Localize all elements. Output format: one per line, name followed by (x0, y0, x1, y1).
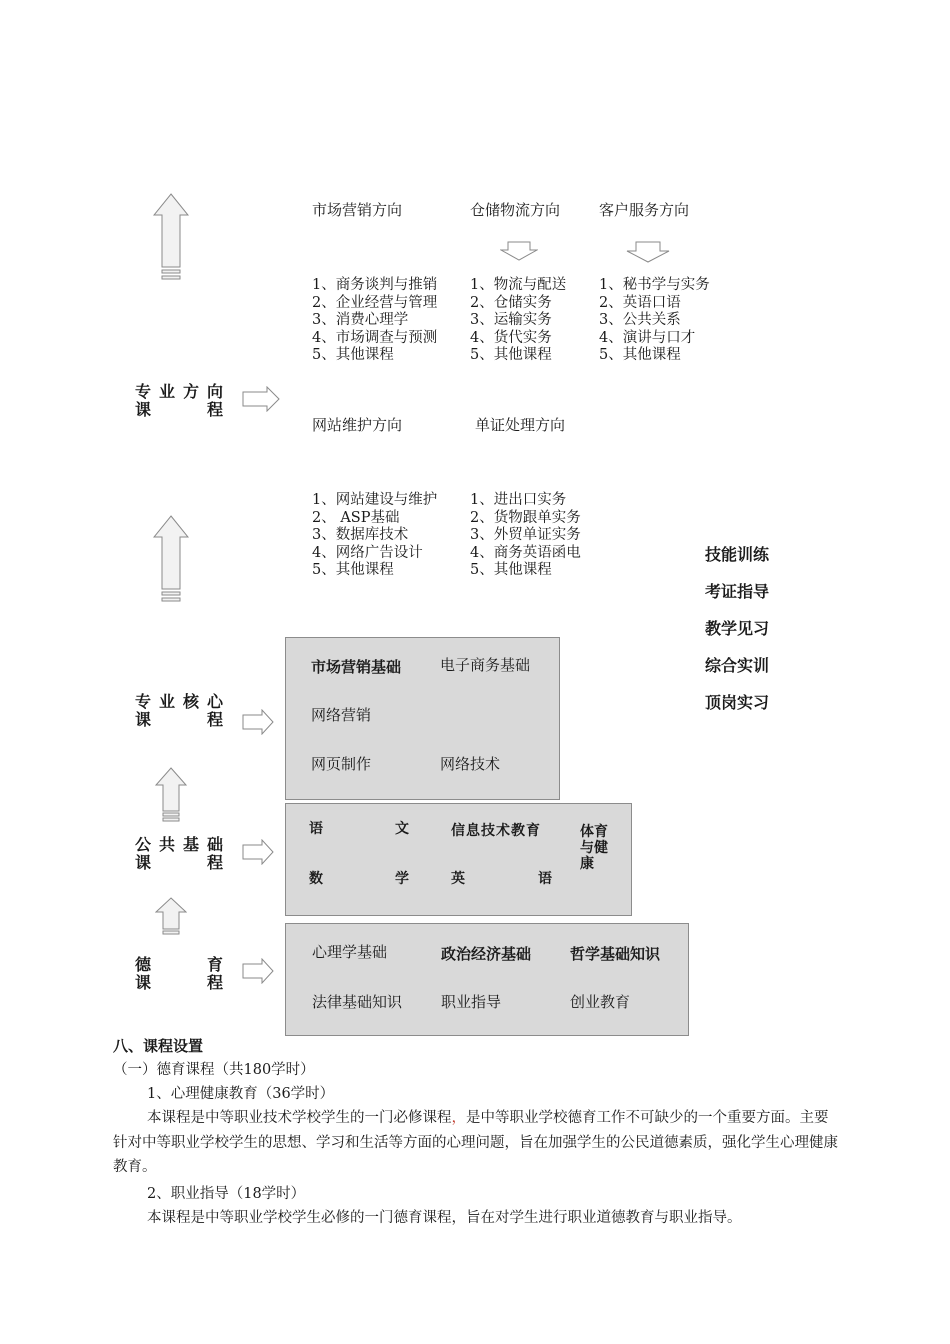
service-course-list (599, 277, 710, 365)
list-item: 5、其他课程 (312, 562, 394, 578)
skill-item: 技能训练 (705, 545, 770, 564)
course-english-1: 英 (451, 871, 465, 887)
up-arrow-icon (153, 515, 189, 607)
list-item: 4、商务英语函电 (470, 544, 581, 561)
item2-body: 本课程是中等职业学校学生必修的一门德育课程，旨在对学生进行职业道德教育与职业指导。 (147, 1210, 742, 1226)
course-law: 法律基础知识 (312, 993, 403, 1011)
website-course-list (312, 492, 437, 580)
down-arrow-icon (500, 241, 538, 261)
list-item: 1、物流与配送 (470, 277, 567, 293)
section-title: 八、课程设置 (113, 1037, 204, 1055)
list-item: 5、其他课程 (470, 347, 552, 363)
documents-course-list (470, 492, 581, 580)
skill-item: 顶岗实习 (705, 693, 770, 712)
skills-list (705, 536, 769, 721)
right-arrow-icon (242, 958, 274, 984)
list-item: 3、消费心理学 (312, 312, 409, 328)
moral-education-box (285, 923, 689, 1036)
right-arrow-icon (242, 386, 280, 412)
right-arrow-icon (242, 839, 274, 865)
list-item: 1、网站建设与维护 (312, 492, 438, 508)
course-it-education: 信息技术教育 (451, 823, 541, 839)
list-item: 4、演讲与口才 (599, 329, 696, 346)
list-item: 2、 ASP基础 (312, 509, 400, 526)
list-item: 1、秘书学与实务 (599, 277, 710, 293)
list-item: 2、仓储实务 (470, 294, 552, 311)
item1-body: 本课程是中等职业技术学校学生的一门必修课程，是中等职业学校德育工作不可缺少的一个重要方面。主要针对中等职业学校学生的思想、学习和生活等方面的心理问题，旨在加强学生的公民道德素质，强化学生心理健康教育。 (113, 1110, 838, 1175)
category-professional-core: 专 业 核 心 课 程 (135, 692, 223, 729)
course-network-marketing: 网络营销 (311, 706, 372, 724)
direction-marketing: 市场营销方向 (312, 201, 403, 219)
list-item: 2、企业经营与管理 (312, 294, 438, 311)
item2-title: 2、职业指导（18学时） (147, 1186, 306, 1202)
down-arrow-icon (626, 241, 670, 263)
marketing-course-list (312, 277, 437, 365)
list-item: 5、其他课程 (312, 347, 394, 363)
list-item: 2、英语口语 (599, 294, 681, 311)
course-career: 职业指导 (441, 993, 502, 1011)
course-chinese-2: 文 (395, 821, 409, 837)
course-psychology: 心理学基础 (312, 943, 388, 961)
warehouse-course-list (470, 277, 566, 365)
course-math-1: 数 (309, 871, 323, 887)
course-startup: 创业教育 (570, 993, 631, 1011)
category-moral: 德 育 课 程 (135, 955, 223, 992)
direction-warehouse: 仓储物流方向 (470, 201, 561, 219)
course-english-2: 语 (538, 871, 552, 887)
list-item: 5、其他课程 (470, 562, 552, 578)
direction-website: 网站维护方向 (312, 416, 403, 434)
course-ecommerce-basic: 电子商务基础 (440, 656, 531, 674)
course-chinese-1: 语 (309, 821, 323, 837)
course-philosophy: 哲学基础知识 (570, 945, 661, 963)
course-pe-health: 体育 与健 康 (580, 824, 608, 872)
sub-title: （一）德育课程（共180学时） (113, 1062, 315, 1078)
up-arrow-icon (155, 897, 187, 939)
course-network-tech: 网络技术 (440, 755, 501, 773)
course-politics: 政治经济基础 (441, 945, 532, 963)
list-item: 3、运输实务 (470, 312, 552, 328)
course-math-2: 学 (395, 871, 409, 887)
skill-item: 教学见习 (705, 619, 770, 638)
list-item: 1、进出口实务 (470, 492, 567, 508)
up-arrow-icon (153, 193, 189, 285)
direction-documents: 单证处理方向 (475, 416, 566, 434)
item1-title: 1、心理健康教育（36学时） (147, 1086, 335, 1102)
list-item: 5、其他课程 (599, 347, 681, 363)
list-item: 3、外贸单证实务 (470, 527, 581, 543)
list-item: 1、商务谈判与推销 (312, 277, 438, 293)
right-arrow-icon (242, 709, 274, 735)
course-web-design: 网页制作 (311, 755, 372, 773)
course-marketing-basic: 市场营销基础 (311, 658, 402, 676)
skill-item: 综合实训 (705, 656, 770, 675)
list-item: 4、网络广告设计 (312, 544, 423, 561)
direction-service: 客户服务方向 (599, 201, 690, 219)
category-professional-direction: 专 业 方 向 课 程 (135, 382, 223, 419)
list-item: 4、货代实务 (470, 329, 552, 346)
list-item: 4、市场调查与预测 (312, 329, 438, 346)
list-item: 2、货物跟单实务 (470, 509, 581, 526)
list-item: 3、数据库技术 (312, 527, 409, 543)
list-item: 3、公共关系 (599, 312, 681, 328)
skill-item: 考证指导 (705, 582, 770, 601)
up-arrow-icon (155, 767, 187, 823)
category-public-basic: 公 共 基 础 课 程 (135, 835, 223, 872)
